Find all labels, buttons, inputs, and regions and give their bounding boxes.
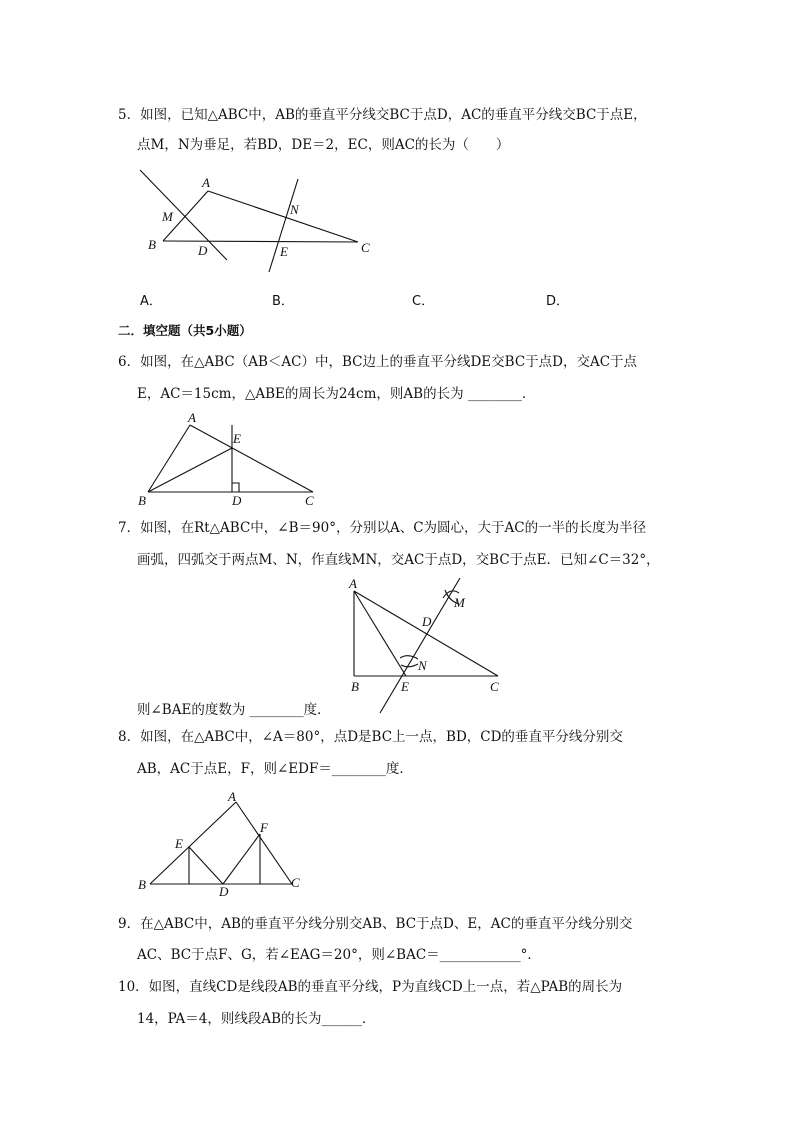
q5-label-n: N bbox=[290, 202, 299, 217]
q9-text-line1: 9．在△ABC中，AB的垂直平分线分别交AB、BC于点D、E，AC的垂直平分线分别交 bbox=[118, 916, 633, 932]
q9-text-line2: AC、BC于点F、G，若∠EAG＝20°，则∠BAC＝____________°． bbox=[137, 947, 541, 963]
q6-label-e: E bbox=[233, 431, 241, 446]
q8-segment-df bbox=[223, 834, 260, 884]
q8-label-f: F bbox=[260, 820, 268, 835]
q8-side-ac bbox=[236, 802, 292, 884]
q5-text-line1: 5．如图，已知△ABC中，AB的垂直平分线交BC于点D，AC的垂直平分线交BC于点E， bbox=[118, 107, 647, 123]
q8-text-line1: 8．如图，在△ABC中，∠A＝80°，点D是BC上一点，BD，CD的垂直平分线分别交 bbox=[118, 729, 623, 745]
q6-side-ab bbox=[148, 425, 190, 492]
q8-label-a: A bbox=[228, 789, 236, 804]
q8-label-e: E bbox=[175, 836, 183, 851]
q5-label-d: D bbox=[198, 243, 208, 258]
q5-text-line2: 点M，N为垂足，若BD，DE＝2，EC，则AC的长为（ ） bbox=[137, 137, 510, 153]
q5-side-ac bbox=[208, 191, 358, 242]
q6-text-line2: E，AC＝15cm，△ABE的周长为24cm，则AB的长为 ________． bbox=[137, 386, 536, 402]
q5-figure bbox=[130, 165, 390, 280]
q5-option-b[interactable]: B． bbox=[272, 294, 294, 309]
q7-figure bbox=[340, 573, 510, 698]
q6-label-a: A bbox=[188, 410, 196, 425]
q7-label-m: M bbox=[454, 595, 465, 610]
q5-label-b: B bbox=[148, 237, 156, 252]
q5-label-c: C bbox=[361, 240, 370, 255]
q6-label-b: B bbox=[138, 493, 146, 508]
q6-label-c: C bbox=[305, 493, 314, 508]
q7-label-n: N bbox=[418, 658, 427, 673]
q8-label-d: D bbox=[219, 884, 229, 899]
q7-line-mn bbox=[380, 578, 460, 713]
q5-option-a[interactable]: A． bbox=[140, 294, 162, 309]
q6-label-d: D bbox=[232, 493, 242, 508]
q5-option-c[interactable]: C． bbox=[412, 294, 435, 309]
q6-segment-be bbox=[148, 448, 232, 492]
q6-right-angle-mark bbox=[232, 483, 239, 492]
q6-figure bbox=[135, 408, 325, 508]
q8-side-ab bbox=[150, 802, 236, 884]
q7-text-line3: 则∠BAE的度数为 ________度． bbox=[137, 702, 331, 718]
q7-arc-n bbox=[400, 656, 418, 659]
section-fill-in-header: 二．填空题（共5小题） bbox=[118, 323, 252, 338]
q7-label-a: A bbox=[349, 576, 357, 591]
q10-text-line1: 10．如图，直线CD是线段AB的垂直平分线，P为直线CD上一点，若△PAB的周长为 bbox=[118, 979, 623, 995]
q5-side-bc bbox=[163, 241, 358, 242]
q5-label-e: E bbox=[280, 244, 288, 259]
q10-text-line2: 14，PA＝4，则线段AB的长为______． bbox=[137, 1011, 376, 1027]
q7-segment-ae bbox=[354, 591, 406, 676]
q8-text-line2: AB，AC于点E，F，则∠EDF＝________度． bbox=[137, 761, 413, 777]
q7-label-e: E bbox=[401, 679, 409, 694]
q7-text-line1: 7．如图，在Rt△ABC中，∠B＝90°，分别以A、C为圆心，大于AC的一半的长度为半径 bbox=[118, 520, 647, 536]
q8-label-b: B bbox=[138, 877, 146, 892]
q6-side-ac bbox=[190, 425, 313, 492]
q5-option-d[interactable]: D． bbox=[546, 294, 570, 309]
q7-label-d: D bbox=[422, 614, 432, 629]
q7-text-line2: 画弧，四弧交于两点M、N，作直线MN，交AC于点D，交BC于点E．已知∠C＝32°， bbox=[137, 552, 660, 568]
q7-label-b: B bbox=[351, 679, 359, 694]
q5-label-a: A bbox=[202, 175, 210, 190]
q6-text-line1: 6．如图，在△ABC（AB＜AC）中，BC边上的垂直平分线DE交BC于点D，交AC于点 bbox=[118, 354, 638, 370]
q7-arc-n2 bbox=[401, 664, 418, 667]
q8-figure bbox=[130, 786, 310, 901]
q8-segment-ed bbox=[189, 847, 223, 884]
q8-label-c: C bbox=[291, 875, 300, 890]
q5-label-m: M bbox=[162, 209, 173, 224]
q7-label-c: C bbox=[490, 679, 499, 694]
